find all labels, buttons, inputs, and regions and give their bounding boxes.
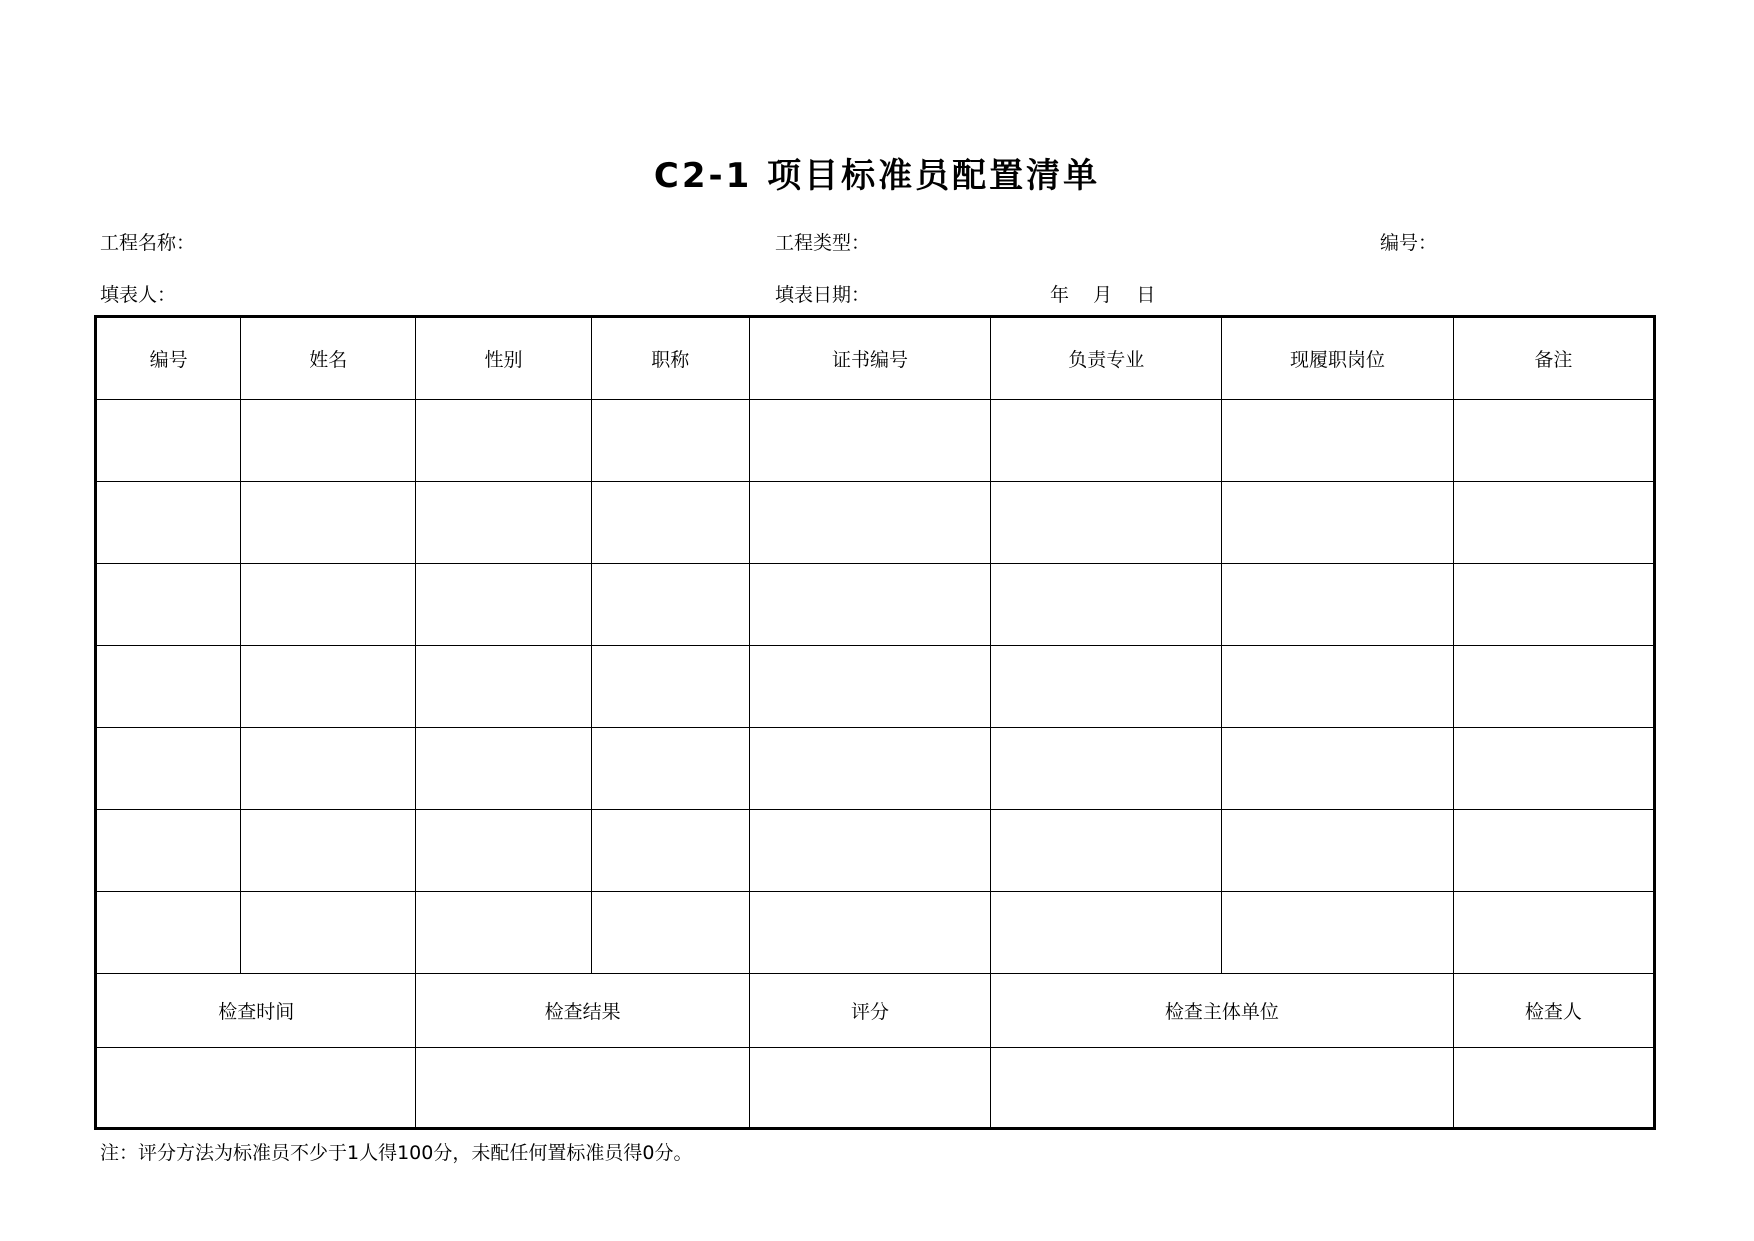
number-label: 编号： — [1380, 232, 1438, 254]
table-cell[interactable] — [416, 564, 591, 646]
table-cell[interactable] — [1453, 810, 1654, 892]
table-cell[interactable] — [749, 646, 990, 728]
table-cell[interactable] — [241, 482, 416, 564]
table-cell[interactable] — [749, 810, 990, 892]
table-cell[interactable] — [749, 564, 990, 646]
table-cell[interactable] — [591, 482, 749, 564]
table-cell[interactable] — [591, 400, 749, 482]
table-cell[interactable] — [991, 646, 1222, 728]
table-cell[interactable] — [96, 728, 241, 810]
table-cell[interactable] — [591, 810, 749, 892]
column-header-remarks: 备注 — [1453, 317, 1654, 400]
table-cell[interactable] — [1222, 810, 1453, 892]
page-title: C2-1 项目标准员配置清单 — [653, 156, 1101, 196]
table-cell[interactable] — [416, 728, 591, 810]
table-cell[interactable] — [1222, 646, 1453, 728]
table-row — [96, 728, 1655, 810]
table-cell[interactable] — [1453, 892, 1654, 974]
column-header-number: 编号 — [96, 317, 241, 400]
table-cell[interactable] — [241, 728, 416, 810]
table-cell[interactable] — [1222, 728, 1453, 810]
table-cell[interactable] — [749, 892, 990, 974]
table-cell[interactable] — [241, 646, 416, 728]
table-cell[interactable] — [1222, 564, 1453, 646]
inspection-unit-cell[interactable] — [991, 1048, 1454, 1129]
inspection-header-result: 检查结果 — [416, 974, 749, 1048]
column-header-responsible-specialty: 负责专业 — [991, 317, 1222, 400]
inspection-time-cell[interactable] — [96, 1048, 416, 1129]
table-cell[interactable] — [416, 400, 591, 482]
table-cell[interactable] — [96, 646, 241, 728]
table-cell[interactable] — [96, 482, 241, 564]
table-cell[interactable] — [1453, 482, 1654, 564]
inspection-header-score: 评分 — [749, 974, 990, 1048]
table-row — [96, 810, 1655, 892]
table-cell[interactable] — [991, 482, 1222, 564]
table-cell[interactable] — [1222, 400, 1453, 482]
table-cell[interactable] — [591, 892, 749, 974]
project-type-label: 工程类型： — [775, 232, 871, 254]
table-cell[interactable] — [241, 892, 416, 974]
staff-table — [94, 315, 1656, 1130]
filler-label: 填表人： — [100, 284, 177, 306]
table-cell[interactable] — [416, 482, 591, 564]
inspection-header-time: 检查时间 — [96, 974, 416, 1048]
table-cell[interactable] — [991, 892, 1222, 974]
inspection-score-cell[interactable] — [749, 1048, 990, 1129]
table-cell[interactable] — [591, 564, 749, 646]
table-cell[interactable] — [416, 810, 591, 892]
inspection-header-row — [96, 974, 1655, 1048]
date-placeholder: 年 月 日 — [1050, 284, 1156, 306]
table-cell[interactable] — [1222, 482, 1453, 564]
table-row — [96, 400, 1655, 482]
table-header-row — [96, 317, 1655, 400]
table-cell[interactable] — [591, 646, 749, 728]
scoring-note: 注：评分方法为标准员不少于1人得100分，未配任何置标准员得0分。 — [100, 1142, 693, 1164]
table-cell[interactable] — [96, 564, 241, 646]
table-cell[interactable] — [96, 810, 241, 892]
table-cell[interactable] — [1453, 400, 1654, 482]
table-cell[interactable] — [96, 400, 241, 482]
table-cell[interactable] — [991, 810, 1222, 892]
column-header-title: 职称 — [591, 317, 749, 400]
table-cell[interactable] — [241, 564, 416, 646]
table-row — [96, 482, 1655, 564]
table-cell[interactable] — [416, 892, 591, 974]
project-name-label: 工程名称： — [100, 232, 196, 254]
column-header-certificate-number: 证书编号 — [749, 317, 990, 400]
table-cell[interactable] — [1453, 646, 1654, 728]
table-cell[interactable] — [96, 892, 241, 974]
table-cell[interactable] — [991, 564, 1222, 646]
table-cell[interactable] — [1453, 564, 1654, 646]
fill-date-label: 填表日期： — [775, 284, 871, 306]
inspection-header-unit: 检查主体单位 — [991, 974, 1454, 1048]
table-cell[interactable] — [991, 728, 1222, 810]
table-cell[interactable] — [1453, 728, 1654, 810]
inspection-header-inspector: 检查人 — [1453, 974, 1654, 1048]
inspection-entry-row — [96, 1048, 1655, 1129]
table-row — [96, 892, 1655, 974]
column-header-name: 姓名 — [241, 317, 416, 400]
table-cell[interactable] — [416, 646, 591, 728]
inspection-result-cell[interactable] — [416, 1048, 749, 1129]
table-row — [96, 646, 1655, 728]
table-cell[interactable] — [749, 728, 990, 810]
column-header-current-position: 现履职岗位 — [1222, 317, 1453, 400]
inspection-inspector-cell[interactable] — [1453, 1048, 1654, 1129]
column-header-gender: 性别 — [416, 317, 591, 400]
table-cell[interactable] — [591, 728, 749, 810]
table-cell[interactable] — [1222, 892, 1453, 974]
table-cell[interactable] — [241, 400, 416, 482]
table-cell[interactable] — [749, 482, 990, 564]
table-cell[interactable] — [241, 810, 416, 892]
table-row — [96, 564, 1655, 646]
table-cell[interactable] — [749, 400, 990, 482]
table-cell[interactable] — [991, 400, 1222, 482]
